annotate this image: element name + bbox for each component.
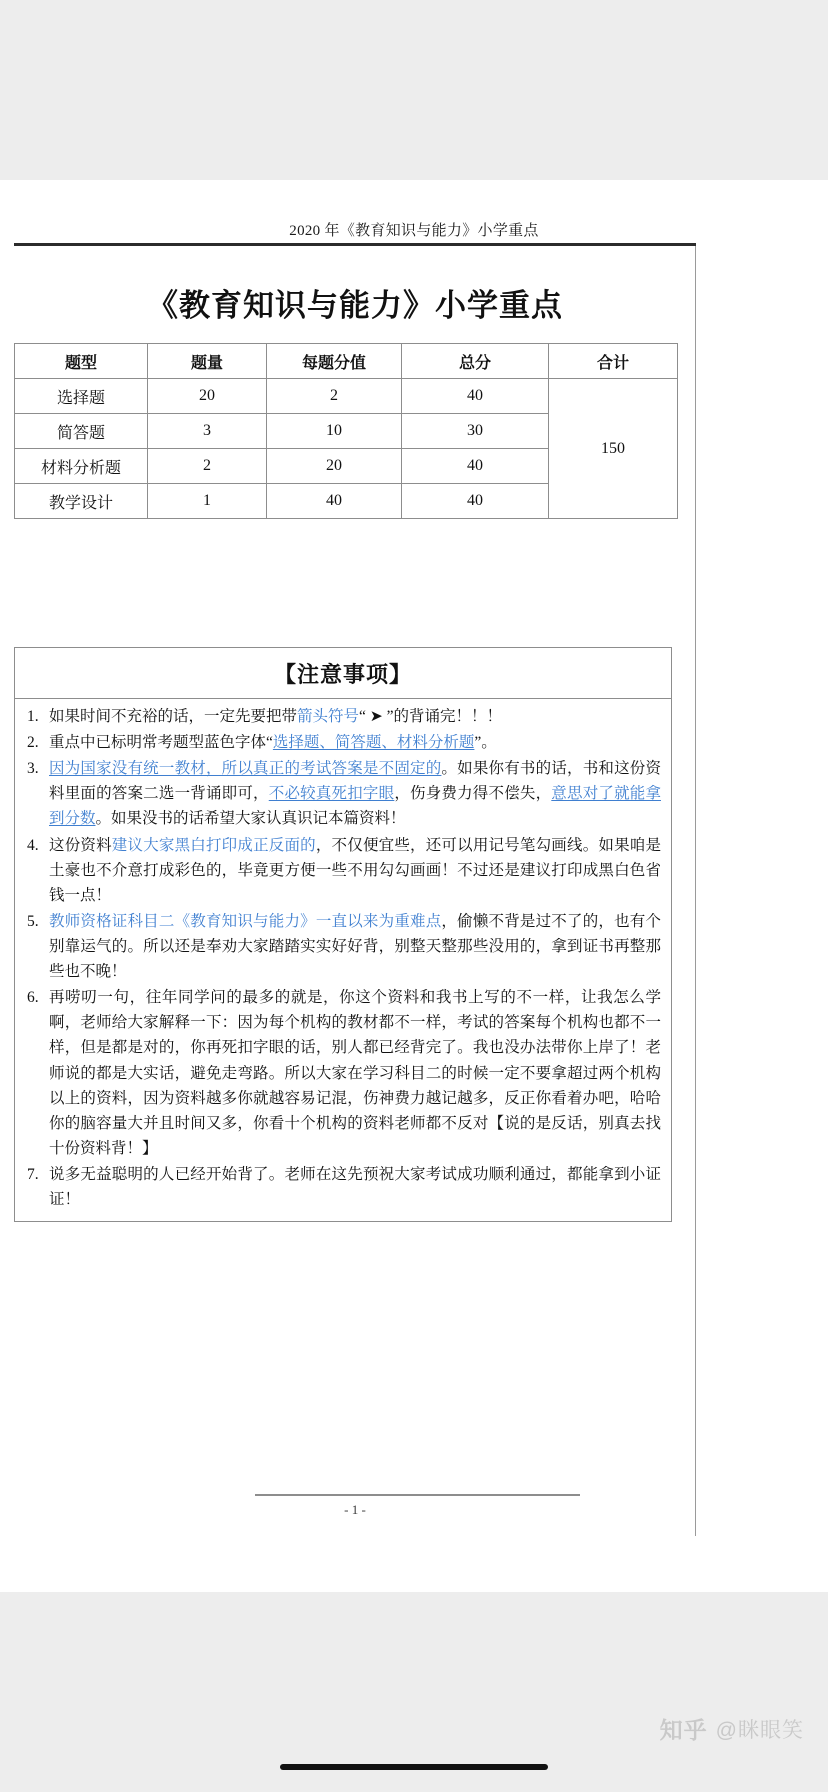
notice-text-run: “ ➤ ”的背诵完！！！ [359, 708, 503, 725]
cell-each: 2 [267, 379, 402, 414]
notice-list [25, 704, 661, 1212]
notice-item [25, 909, 661, 984]
notice-body [15, 699, 671, 1221]
notice-text-run: 箭头符号 [297, 708, 360, 725]
header-rule [14, 243, 696, 246]
notice-text-run: ，偷懒不背是过不了的，也有个别靠运气的。所以还是奉劝大家踏踏实实好好背，别整天整那些没用的，拿到证书再整那些也不晚！ [49, 912, 661, 981]
cell-each: 40 [267, 484, 402, 519]
notice-text-run: 重点中已标明常考题型蓝色字体“ [49, 734, 273, 752]
cell-total: 40 [402, 449, 549, 484]
notice-box [14, 647, 672, 1222]
table-header-row [15, 344, 678, 379]
zhihu-handle-text: @眯眼笑 [715, 1718, 804, 1742]
cell-each: 10 [267, 414, 402, 449]
cell-count: 2 [148, 449, 267, 484]
notice-text-run: 教师资格证科目二《教育知识与能力》一直以来为重难点 [49, 912, 442, 930]
cell-type: 教学设计 [15, 484, 148, 519]
cell-sum-total: 150 [549, 379, 678, 519]
document-page [0, 180, 828, 1592]
bottom-gray-gutter [0, 1592, 828, 1792]
home-indicator [280, 1764, 548, 1770]
notice-item [25, 985, 661, 1161]
notice-item [25, 756, 661, 831]
top-gray-gutter [0, 0, 828, 180]
notice-text-run: 因为国家没有统一教材，所以真正的考试答案是不固定的 [49, 760, 442, 778]
running-header: 2020 年《教育知识与能力》小学重点 [289, 223, 539, 239]
table-row [15, 379, 678, 414]
notice-text-run: ”。 [474, 734, 497, 752]
header-cell-sum: 合计 [549, 344, 678, 379]
notice-title: 【注意事项】 [15, 648, 671, 699]
header-cell-each: 每题分值 [267, 344, 402, 379]
notice-text-run: 。如果你有书的话，书和这份资料里面的答案二选一背诵即可， [49, 760, 661, 803]
notice-text-run: ，伤身费力得不偿失， [394, 785, 552, 803]
notice-text-run: 说多无益聪明的人已经开始背了。老师在这先预祝大家考试成功顺利通过，都能拿到小证证！ [49, 1165, 661, 1209]
cell-total: 40 [402, 484, 549, 519]
cell-each: 20 [267, 449, 402, 484]
notice-text-run: 再唠叨一句，往年同学问的最多的就是，你这个资料和我书上写的不一样，让我怎么学啊，老师给大家解释一下：因为每个机构的教材都不一样，考试的答案每个机构也都不一样，但是都是对的，你再死扣字眼的话，别人都已经背完了。我也没办法带你上岸了！老师说的都是大实话，避免走弯路。所以大家在学习科目二的时候一定不要拿超过两个机构以上的资料，因为资料越多你就越容易记混，伤神费力越记越多，反正你看着办吧，哈哈你的脑容量大并且时间又多，你看十个机构的资料老师都不反对【说的是反话，别真去找十份资料背！】 [49, 989, 661, 1157]
score-table-container [14, 343, 672, 519]
cell-type: 选择题 [15, 379, 148, 414]
notice-text-run: ，不仅便宜些，还可以用记号笔勾画线。如果咱是土豪也不介意打成彩色的，毕竟更方便一些不用勾勾画画！不过还是建议打印成黑白色省钱一点！ [49, 836, 661, 904]
notice-text-run: 意思对了就能拿到分数 [49, 785, 661, 828]
cell-total: 30 [402, 414, 549, 449]
notice-text-run: 不必较真死扣字眼 [268, 785, 395, 803]
header-cell-count: 题量 [148, 344, 267, 379]
zhihu-brand-text: 知乎 [659, 1717, 708, 1743]
page-number-footer: - 1 - [344, 1502, 366, 1517]
cell-total: 40 [402, 379, 549, 414]
score-table [14, 343, 678, 519]
notice-item [25, 704, 661, 729]
notice-text-run: 建议大家黑白打印成正反面的 [111, 836, 316, 854]
notice-text-run: 如果时间不充裕的话，一定先要把带 [49, 708, 298, 725]
notice-item [25, 1162, 661, 1212]
notice-text-run: 。如果没书的话希望大家认真识记本篇资料！ [95, 810, 406, 828]
footer-rule [255, 1494, 580, 1496]
cell-type: 材料分析题 [15, 449, 148, 484]
notice-text-run: 选择题、简答题、材料分析题 [272, 734, 475, 752]
notice-item [25, 730, 661, 755]
notice-item [25, 833, 661, 908]
cell-type: 简答题 [15, 414, 148, 449]
header-cell-type: 题型 [15, 344, 148, 379]
zhihu-watermark [660, 1712, 804, 1745]
header-cell-total: 总分 [402, 344, 549, 379]
page-title: 《教育知识与能力》小学重点 [147, 288, 563, 323]
notice-text-run: 这份资料 [49, 836, 112, 854]
cell-count: 20 [148, 379, 267, 414]
cell-count: 1 [148, 484, 267, 519]
cell-count: 3 [148, 414, 267, 449]
